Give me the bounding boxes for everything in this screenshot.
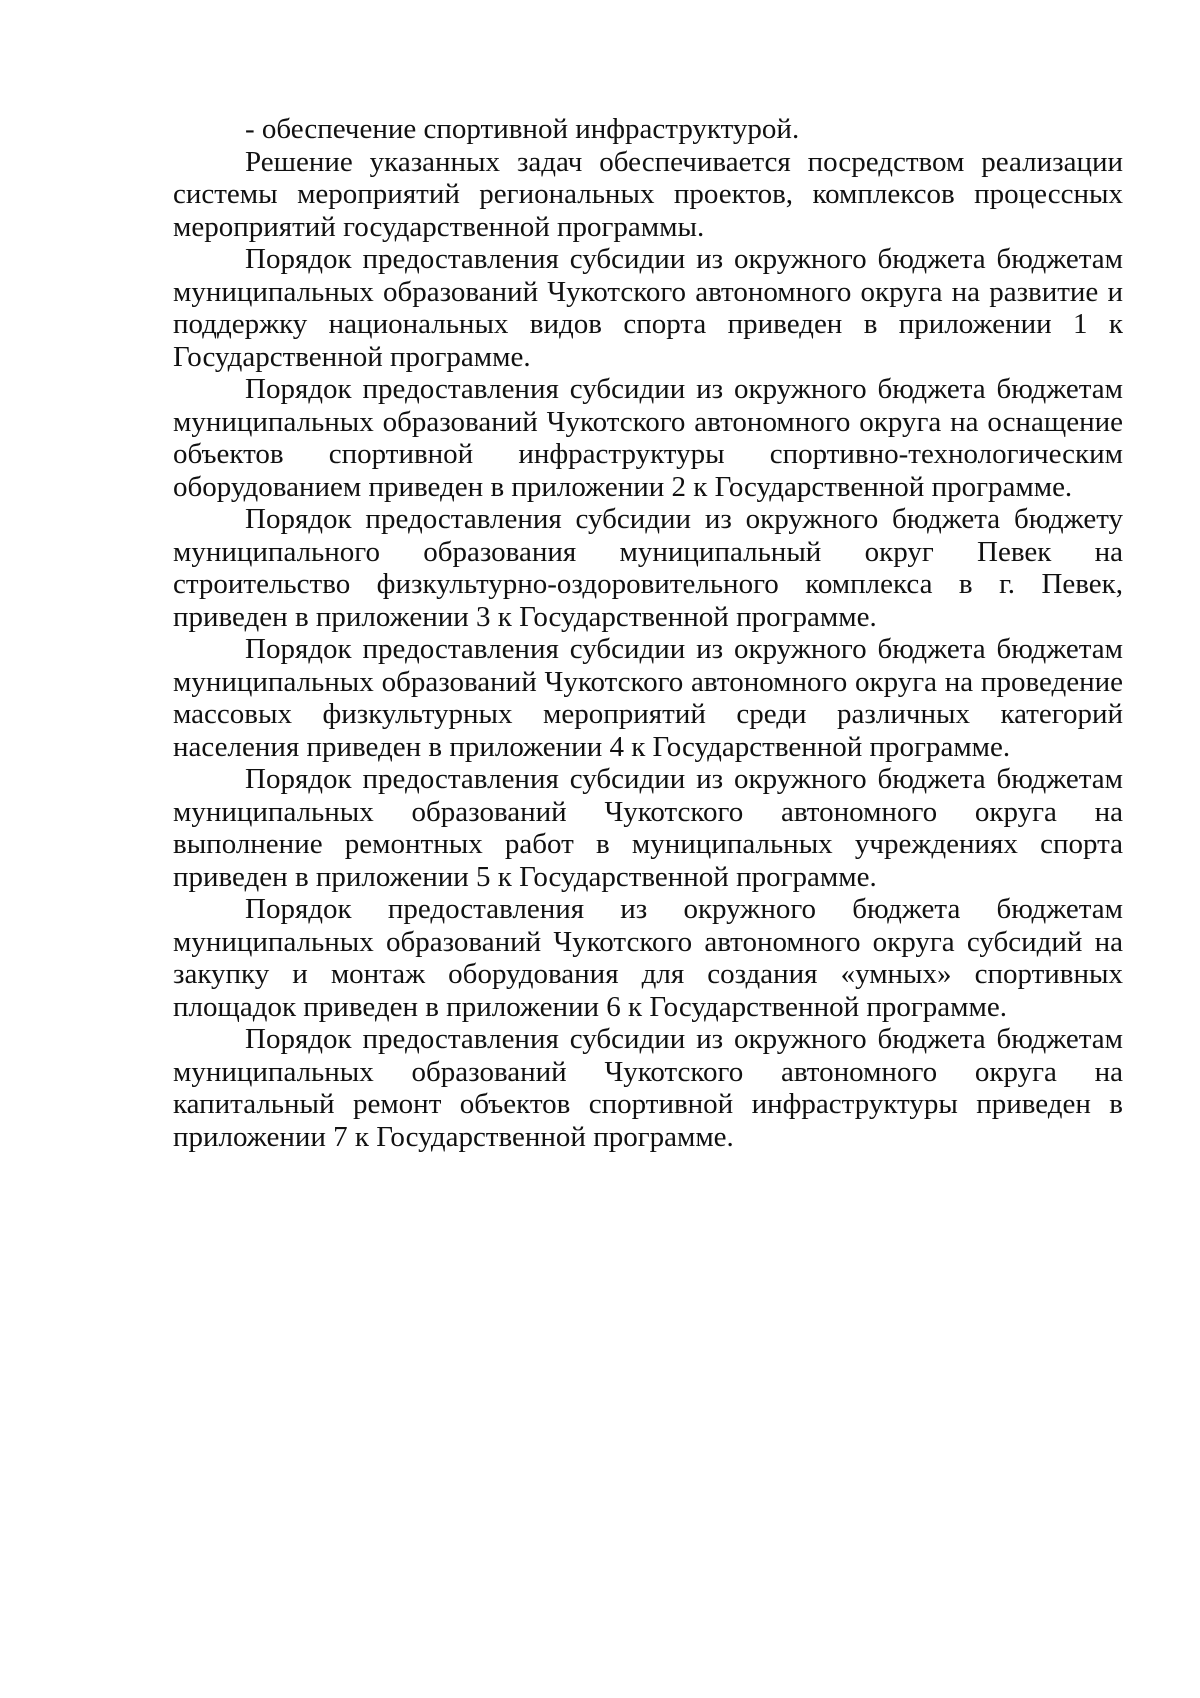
paragraph-appendix-1: Порядок предоставления субсидии из окружного бюджета бюджетам муниципальных образований Чукотского автономного округа на развитие и поддержку национальных видов спорта приведен в приложении 1 к Государственной программе. [173, 243, 1123, 373]
paragraph-task-solution: Решение указанных задач обеспечивается посредством реализации системы мероприятий региональных проектов, комплексов процессных мероприятий государственной программы. [173, 145, 1123, 243]
paragraph-appendix-4: Порядок предоставления субсидии из окружного бюджета бюджетам муниципальных образований Чукотского автономного округа на проведение массовых физкультурных мероприятий среди различных категорий населения приведен в приложении 4 к Государственной программе. [173, 633, 1123, 763]
paragraph-appendix-6: Порядок предоставления из окружного бюджета бюджетам муниципальных образований Чукотского автономного округа субсидий на закупку и монтаж оборудования для создания «умных» спортивных площадок приведен в приложении 6 к Государственной программе. [173, 893, 1123, 1023]
paragraph-appendix-2: Порядок предоставления субсидии из окружного бюджета бюджетам муниципальных образований Чукотского автономного округа на оснащение объектов спортивной инфраструктуры спортивно-технологическим оборудованием приведен в приложении 2 к Государственной программе. [173, 373, 1123, 503]
list-item-infrastructure: - обеспечение спортивной инфраструктурой. [245, 113, 800, 145]
paragraph-appendix-3: Порядок предоставления субсидии из окружного бюджета бюджету муниципального образования муниципальный округ Певек на строительство физкультурно-оздоровительного комплекса в г. Певек, приведен в приложении 3 к Государственной программе. [173, 503, 1123, 633]
paragraph-appendix-7: Порядок предоставления субсидии из окружного бюджета бюджетам муниципальных образований Чукотского автономного округа на капитальный ремонт объектов спортивной инфраструктуры приведен в приложении 7 к Государственной программе. [173, 1023, 1123, 1153]
document-body [173, 113, 1123, 1153]
paragraph-appendix-5: Порядок предоставления субсидии из окружного бюджета бюджетам муниципальных образований Чукотского автономного округа на выполнение ремонтных работ в муниципальных учреждениях спорта приведен в приложении 5 к Государственной программе. [173, 763, 1123, 893]
